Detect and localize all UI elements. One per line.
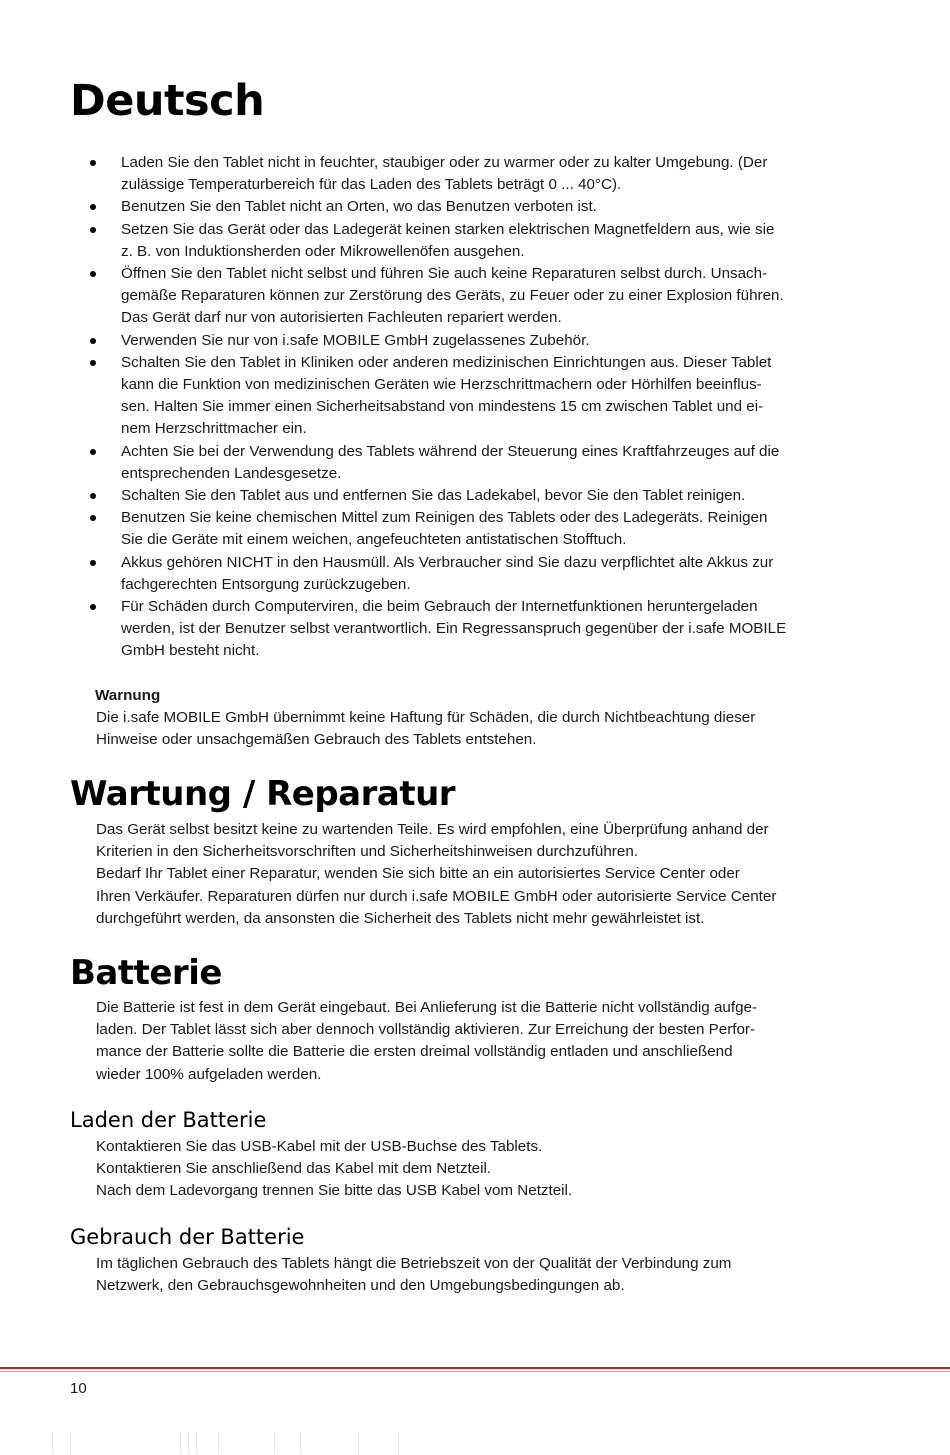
- bullet-line: Sie die Geräte mit einem weichen, angefeuchteten antistatischen Stofftuch.: [121, 531, 627, 549]
- footer-rule: [0, 1367, 950, 1369]
- bullet-line: werden, ist der Benutzer selbst verantwortlich. Ein Regressanspruch gegenüber der i.safe MOBILE: [121, 620, 787, 638]
- bullet-dot-icon: [90, 160, 96, 166]
- page-title: Deutsch: [70, 76, 265, 126]
- bullet-line: fachgerechten Entsorgung zurückzugeben.: [121, 575, 411, 593]
- bullet-dot-icon: [90, 493, 96, 499]
- bullet-line: Das Gerät darf nur von autorisierten Fachleuten repariert werden.: [121, 309, 562, 327]
- warning-text: [96, 707, 836, 751]
- bullet-dot-icon: [90, 515, 96, 521]
- wartung-line: Kriterien in den Sicherheitsvorschriften und Sicherheitshinweisen durchzuführen.: [96, 843, 638, 861]
- batterie-line: laden. Der Tablet lässt sich aber dennoch vollständig aktivieren. Zur Erreichung der besten Perfor-: [96, 1021, 756, 1039]
- batterie-text: [96, 997, 836, 1086]
- bullet-line: Achten Sie bei der Verwendung des Tablets während der Steuerung eines Kraftfahrzeuges auf die: [121, 442, 780, 460]
- bullet-item: [88, 552, 838, 596]
- laden-line: Nach dem Ladevorgang trennen Sie bitte das USB Kabel vom Netzteil.: [96, 1182, 573, 1200]
- gebrauch-line: Im täglichen Gebrauch des Tablets hängt die Betriebszeit von der Qualität der Verbindung zum: [96, 1255, 732, 1272]
- gebrauch-text: [96, 1253, 836, 1297]
- warning-line: Hinweise oder unsachgemäßen Gebrauch des Tablets entstehen.: [96, 731, 537, 749]
- bullet-dot-icon: [90, 449, 96, 455]
- wartung-line: Das Gerät selbst besitzt keine zu wartenden Teile. Es wird empfohlen, eine Überprüfung anhand der: [96, 821, 769, 838]
- section-title-batterie: Batterie: [70, 953, 222, 993]
- bullet-dot-icon: [90, 271, 96, 277]
- wartung-line: durchgeführt werden, da ansonsten die Sicherheit des Tablets nicht mehr gewährleistet ist.: [96, 909, 705, 927]
- scan-artifact: [180, 1432, 181, 1454]
- bullet-dot-icon: [90, 227, 96, 233]
- wartung-line: Bedarf Ihr Tablet einer Reparatur, wenden Sie sich bitte an ein autorisiertes Service Center oder: [96, 865, 740, 883]
- bullet-line: entsprechenden Landesgesetze.: [121, 464, 342, 482]
- bullet-line: Benutzen Sie den Tablet nicht an Orten, wo das Benutzen verboten ist.: [121, 198, 597, 216]
- scan-artifact: [398, 1432, 399, 1454]
- scan-artifact: [300, 1432, 301, 1454]
- bullet-item: [88, 219, 838, 263]
- bullet-line: Öffnen Sie den Tablet nicht selbst und führen Sie auch keine Reparaturen selbst durch. Unsach-: [121, 265, 768, 283]
- bullet-item: [88, 263, 838, 330]
- scan-artifact: [188, 1432, 189, 1454]
- warning-line: Die i.safe MOBILE GmbH übernimmt keine Haftung für Schäden, die durch Nichtbeachtung dieser: [96, 709, 756, 726]
- batterie-line: wieder 100% aufgeladen werden.: [96, 1065, 322, 1083]
- bullet-line: zulässige Temperaturbereich für das Laden des Tablets beträgt 0 ... 40°C).: [121, 176, 622, 194]
- bullet-line: z. B. von Induktionsherden oder Mikrowellenöfen ausgehen.: [121, 242, 525, 260]
- bullet-line: kann die Funktion von medizinischen Geräten wie Herzschrittmachern oder Hörhilfen beeinflus-: [121, 376, 762, 394]
- section-title-wartung: Wartung / Reparatur: [70, 774, 456, 814]
- bullet-item: [88, 507, 838, 551]
- bullet-item: [88, 352, 838, 441]
- scan-artifact: [358, 1432, 359, 1454]
- bullet-item: [88, 596, 838, 663]
- bullet-line: nem Herzschrittmacher ein.: [121, 420, 307, 438]
- subsection-title-gebrauch: Gebrauch der Batterie: [70, 1225, 305, 1249]
- wartung-text: [96, 819, 836, 930]
- scan-artifact: [218, 1432, 219, 1454]
- bullet-line: sen. Halten Sie immer einen Sicherheitsabstand von mindestens 15 cm zwischen Tablet und ei-: [121, 398, 764, 416]
- bullet-dot-icon: [90, 338, 96, 344]
- bullet-line: Laden Sie den Tablet nicht in feuchter, staubiger oder zu warmer oder zu kalter Umgebung. (Der: [121, 154, 768, 171]
- bullet-line: Setzen Sie das Gerät oder das Ladegerät keinen starken elektrischen Magnetfeldern aus, wie sie: [121, 220, 775, 238]
- bullet-line: Schalten Sie den Tablet in Kliniken oder anderen medizinischen Einrichtungen aus. Dieser Tablet: [121, 353, 772, 371]
- scan-artifact: [196, 1432, 197, 1454]
- laden-line: Kontaktieren Sie anschließend das Kabel mit dem Netzteil.: [96, 1160, 492, 1178]
- bullet-line: GmbH besteht nicht.: [121, 642, 260, 660]
- page-number: 10: [70, 1380, 87, 1397]
- bullet-item: [88, 330, 838, 352]
- wartung-line: Ihren Verkäufer. Reparaturen dürfen nur durch i.safe MOBILE GmbH oder autorisierte Service Center: [96, 887, 777, 905]
- laden-line: Kontaktieren Sie das USB-Kabel mit der USB-Buchse des Tablets.: [96, 1138, 543, 1155]
- scan-artifact: [70, 1432, 71, 1454]
- warning-label: Warnung: [95, 687, 161, 704]
- scan-artifact: [274, 1432, 275, 1454]
- bullet-dot-icon: [90, 360, 96, 366]
- bullet-line: Schalten Sie den Tablet aus und entfernen Sie das Ladekabel, bevor Sie den Tablet reinigen.: [121, 487, 746, 505]
- bullet-dot-icon: [90, 604, 96, 610]
- bullet-line: gemäße Reparaturen können zur Zerstörung des Geräts, zu Feuer oder zu einer Explosion führen.: [121, 287, 784, 305]
- batterie-line: Die Batterie ist fest in dem Gerät eingebaut. Bei Anlieferung ist die Batterie nicht vollständig aufge-: [96, 999, 758, 1016]
- safety-bullet-list: [88, 152, 838, 663]
- subsection-title-laden: Laden der Batterie: [70, 1108, 267, 1132]
- scan-artifact: [52, 1432, 53, 1454]
- bullet-dot-icon: [90, 204, 96, 210]
- bullet-item: [88, 441, 838, 485]
- bullet-item: [88, 485, 838, 507]
- bullet-item: [88, 196, 838, 218]
- footer-rule-secondary: [0, 1371, 950, 1372]
- bullet-line: Akkus gehören NICHT in den Hausmüll. Als Verbraucher sind Sie dazu verpflichtet alte Akkus zur: [121, 553, 774, 571]
- bullet-line: Verwenden Sie nur von i.safe MOBILE GmbH zugelassenes Zubehör.: [121, 331, 590, 349]
- gebrauch-line: Netzwerk, den Gebrauchsgewohnheiten und den Umgebungsbedingungen ab.: [96, 1277, 625, 1295]
- bullet-dot-icon: [90, 560, 96, 566]
- batterie-line: mance der Batterie sollte die Batterie die ersten dreimal vollständig entladen und anschließend: [96, 1043, 733, 1061]
- laden-text: [96, 1136, 836, 1203]
- bullet-line: Für Schäden durch Computerviren, die beim Gebrauch der Internetfunktionen heruntergeladen: [121, 598, 758, 616]
- bullet-item: [88, 152, 838, 196]
- bullet-line: Benutzen Sie keine chemischen Mittel zum Reinigen des Tablets oder des Ladegeräts. Reinigen: [121, 509, 768, 527]
